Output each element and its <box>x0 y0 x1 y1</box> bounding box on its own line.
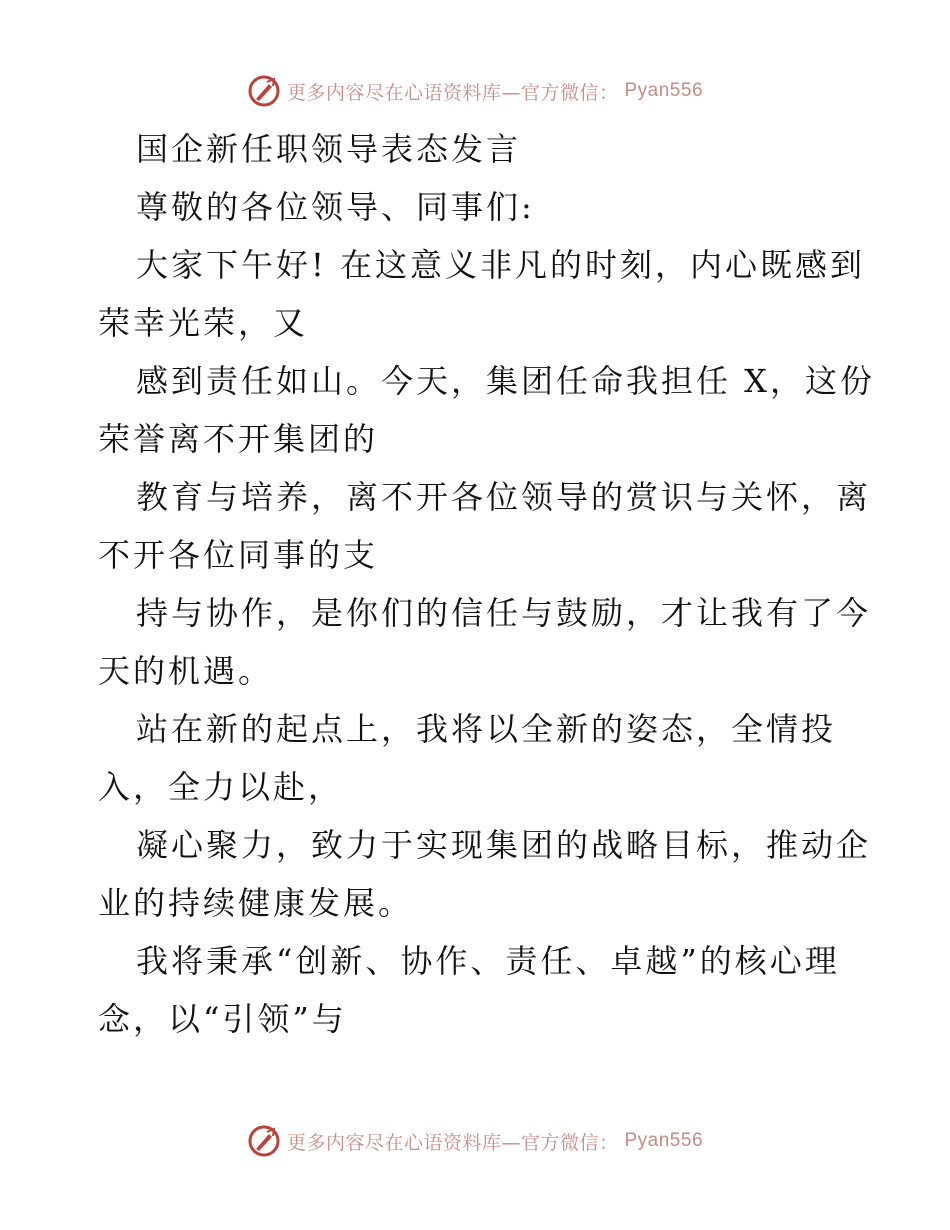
paragraph-line: 持与协作，是你们的信任与鼓励，才让我有了今 <box>136 594 872 632</box>
footer-watermark <box>0 1121 950 1161</box>
header-watermark <box>0 71 950 111</box>
salutation: 尊敬的各位领导、同事们: <box>136 188 535 226</box>
paragraph-line: 业的持续健康发展。 <box>98 884 414 922</box>
document-title: 国企新任职领导表态发言 <box>136 130 522 168</box>
paragraph-line: 念，以“引领”与 <box>98 1000 347 1038</box>
paragraph-line: 天的机遇。 <box>98 652 274 690</box>
paragraph-line: 荣誉离不开集团的 <box>98 420 379 458</box>
paragraph-line: 不开各位同事的支 <box>98 536 379 574</box>
watermark-wechat-id: Pyan556 <box>624 80 704 101</box>
paragraph-line: 教育与培养，离不开各位领导的赏识与关怀，离 <box>136 478 872 516</box>
paragraph-line: 我将秉承“创新、协作、责任、卓越”的核心理 <box>136 942 840 980</box>
paragraph-line: 感到责任如山。今天，集团任命我担任 X，这份 <box>136 362 875 400</box>
pen-logo-icon <box>247 74 281 108</box>
paragraph-line: 入，全力以赴， <box>98 768 344 806</box>
paragraph-line: 荣幸光荣，又 <box>98 304 309 342</box>
document-body <box>98 120 875 1048</box>
pen-logo-icon <box>247 1124 281 1158</box>
paragraph-line: 凝心聚力，致力于实现集团的战略目标，推动企 <box>136 826 872 864</box>
paragraph-line: 大家下午好! 在这意义非凡的时刻，内心既感到 <box>136 246 866 284</box>
watermark-text: 更多内容尽在心语资料库—官方微信： <box>286 81 619 104</box>
watermark-text: 更多内容尽在心语资料库—官方微信： <box>286 1131 619 1154</box>
paragraph-line: 站在新的起点上，我将以全新的姿态，全情投 <box>136 710 837 748</box>
watermark-wechat-id: Pyan556 <box>624 1130 704 1151</box>
